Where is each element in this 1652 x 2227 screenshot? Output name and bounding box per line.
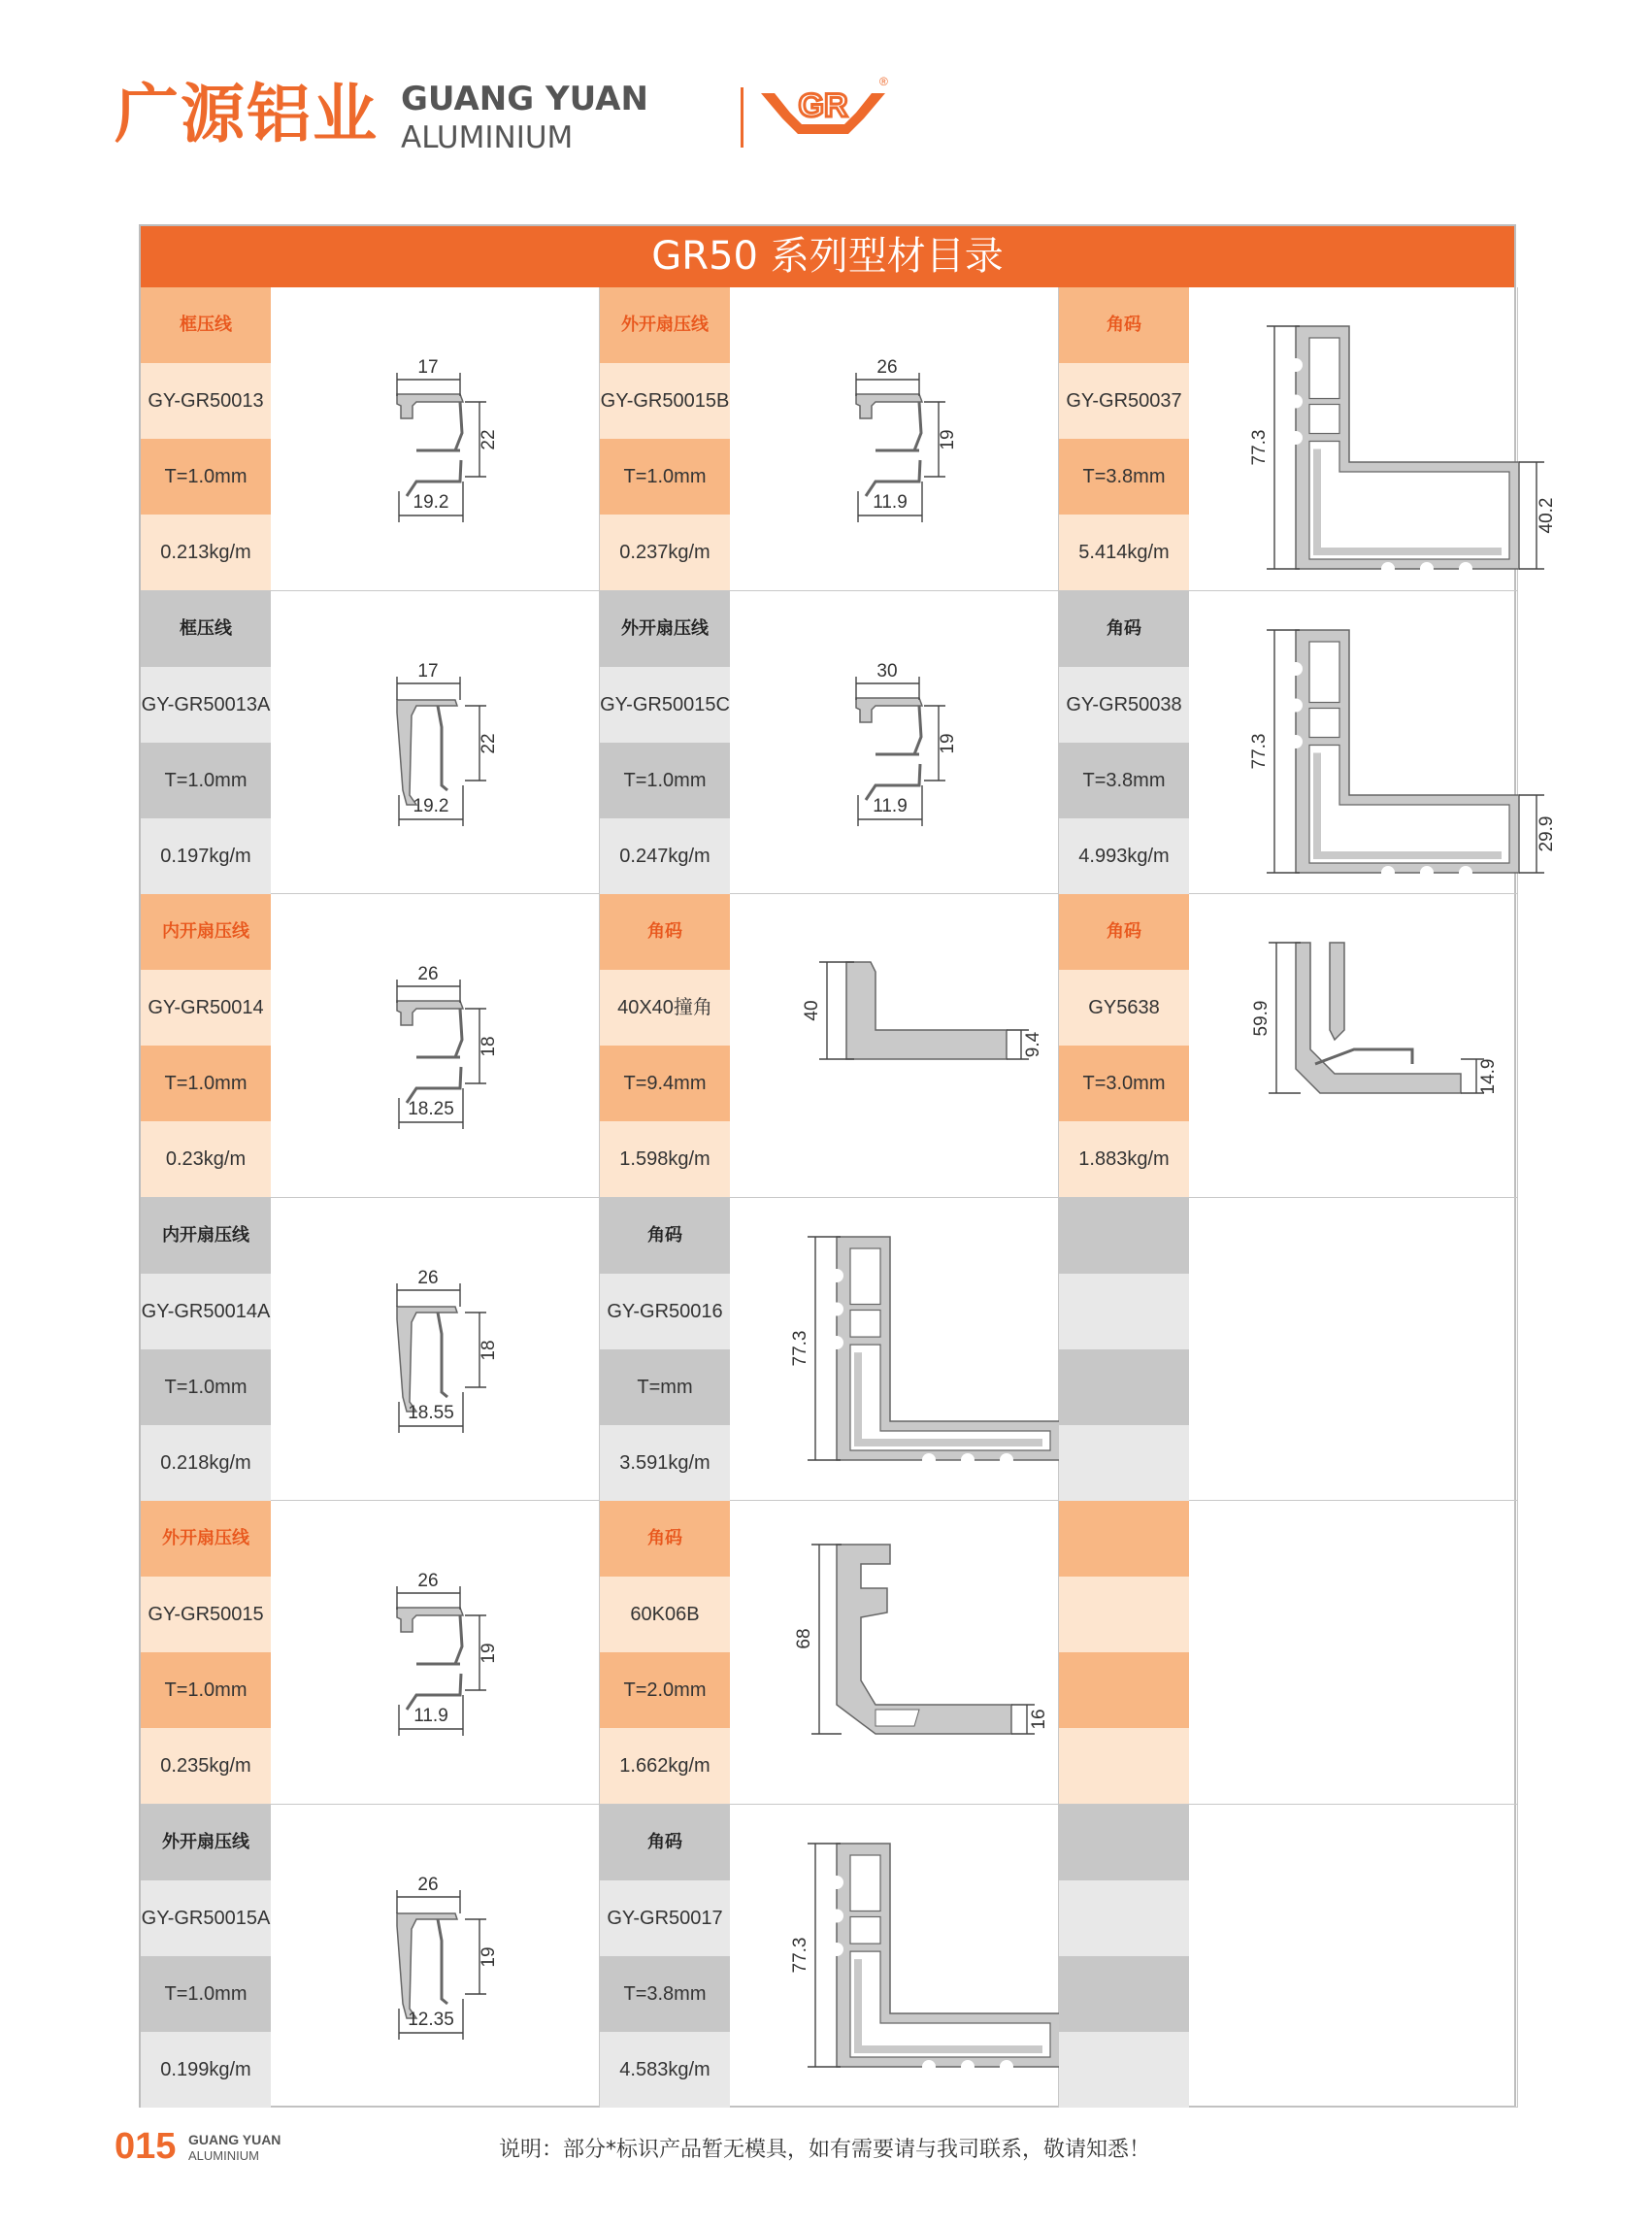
profile-weight	[1059, 1728, 1189, 1804]
dimension-label: 26	[417, 964, 439, 984]
profile-info	[600, 1805, 730, 2109]
profile-info	[600, 591, 730, 895]
profile-info	[600, 1198, 730, 1502]
catalog-grid	[141, 287, 1557, 2108]
profile-name: 内开扇压线	[141, 1198, 271, 1274]
dimension-label: 40.2	[1536, 497, 1557, 534]
dimension-label: 12.35	[408, 2009, 454, 2030]
catalog-title: GR50 系列型材目录	[141, 226, 1514, 287]
dimension-label: 19.2	[413, 795, 449, 816]
profile-code	[1059, 1577, 1189, 1652]
dimension-label: 40	[802, 1000, 822, 1021]
profile-weight: 0.237kg/m	[600, 515, 730, 590]
dimension-label: 18.25	[408, 1099, 454, 1119]
footer-brand-sub: ALUMINIUM	[188, 2148, 259, 2163]
profile-thickness: T=3.0mm	[1059, 1046, 1189, 1121]
profile-drawing	[730, 1805, 1059, 2109]
profile-code: GY-GR50015A	[141, 1880, 271, 1956]
dimension-label: 18.55	[408, 1402, 454, 1423]
profile-weight: 4.993kg/m	[1059, 818, 1189, 894]
dimension-label: 11.9	[873, 795, 908, 816]
profile-thickness: T=1.0mm	[141, 1652, 271, 1728]
dimension-label: 77.3	[790, 1937, 810, 1973]
dimension-label: 26	[417, 1267, 439, 1288]
profile-name: 外开扇压线	[141, 1805, 271, 1880]
company-logo	[755, 76, 891, 144]
catalog-cell	[141, 1805, 600, 2109]
profile-thickness: T=9.4mm	[600, 1046, 730, 1121]
dimension-label: 22	[479, 429, 499, 450]
profile-name: 角码	[1059, 287, 1189, 363]
profile-weight: 0.197kg/m	[141, 818, 271, 894]
logo-lettering: GR	[798, 87, 848, 124]
profile-code: GY-GR50016	[600, 1274, 730, 1349]
profile-code: GY-GR50015	[141, 1577, 271, 1652]
profile-name: 角码	[600, 1198, 730, 1274]
profile-name: 角码	[600, 1501, 730, 1577]
profile-thickness: T=1.0mm	[600, 439, 730, 515]
profile-code: GY-GR50015C	[600, 667, 730, 743]
profile-weight: 0.23kg/m	[141, 1121, 271, 1197]
profile-info	[600, 1501, 730, 1805]
dimension-label: 18	[479, 1036, 499, 1057]
profile-weight: 0.213kg/m	[141, 515, 271, 590]
profile-name: 框压线	[141, 287, 271, 363]
footer-brand: GUANG YUAN	[188, 2132, 281, 2147]
profile-thickness: T=3.8mm	[1059, 439, 1189, 515]
brand-name-en: GUANG YUAN	[401, 80, 648, 118]
profile-weight: 5.414kg/m	[1059, 515, 1189, 590]
profile-weight: 1.883kg/m	[1059, 1121, 1189, 1197]
profile-thickness: T=1.0mm	[141, 743, 271, 818]
profile-weight: 3.591kg/m	[600, 1425, 730, 1501]
profile-code	[1059, 1274, 1189, 1349]
profile-code: GY-GR50013	[141, 363, 271, 439]
profile-info	[141, 1198, 271, 1502]
profile-thickness: T=1.0mm	[141, 1046, 271, 1121]
profile-drawing	[271, 1198, 600, 1502]
profile-name: 内开扇压线	[141, 894, 271, 970]
dimension-label: 68	[794, 1628, 814, 1649]
profile-info	[600, 287, 730, 591]
profile-name: 角码	[600, 894, 730, 970]
profile-thickness: T=1.0mm	[141, 1956, 271, 2032]
profile-info	[1059, 1805, 1189, 2109]
profile-name	[1059, 1198, 1189, 1274]
profile-name: 框压线	[141, 591, 271, 667]
catalog-cell	[141, 287, 600, 591]
dimension-label: 19	[479, 1643, 499, 1664]
profile-info	[1059, 894, 1189, 1198]
catalog-cell	[141, 894, 600, 1198]
profile-weight	[1059, 2032, 1189, 2108]
brand-divider	[741, 87, 743, 148]
catalog-table	[139, 224, 1557, 2108]
dimension-label: 17	[417, 660, 439, 681]
catalog-cell	[600, 1501, 1059, 1805]
footer-note: 说明：部分*标识产品暂无模具，如有需要请与我司联系，敬请知悉！	[499, 2138, 1151, 2162]
profile-weight: 1.662kg/m	[600, 1728, 730, 1804]
dimension-label: 11.9	[873, 492, 908, 513]
profile-thickness: T=1.0mm	[141, 439, 271, 515]
profile-thickness	[1059, 1349, 1189, 1425]
profile-code: 40X40撞角	[600, 970, 730, 1046]
profile-name	[1059, 1501, 1189, 1577]
profile-info	[141, 894, 271, 1198]
dimension-label: 30	[876, 660, 898, 681]
profile-name	[1059, 1805, 1189, 1880]
profile-info	[141, 1501, 271, 1805]
profile-weight: 4.583kg/m	[600, 2032, 730, 2108]
profile-drawing	[271, 894, 600, 1198]
profile-drawing	[1189, 591, 1557, 895]
profile-drawing	[730, 1501, 1059, 1805]
profile-thickness: T=1.0mm	[600, 743, 730, 818]
dimension-label: 9.4	[1023, 1031, 1043, 1058]
profile-info	[1059, 1198, 1189, 1502]
catalog-cell	[600, 894, 1059, 1198]
dimension-label: 26	[876, 357, 898, 378]
dimension-label: 11.9	[413, 1706, 448, 1726]
dimension-label: 14.9	[1478, 1058, 1499, 1095]
profile-drawing	[730, 287, 1059, 591]
dimension-label: 19	[938, 732, 958, 754]
dimension-label: 22	[479, 732, 499, 754]
brand-name-en-sub: ALUMINIUM	[401, 120, 574, 155]
profile-drawing	[271, 1805, 600, 2109]
profile-name: 外开扇压线	[600, 287, 730, 363]
profile-drawing	[271, 287, 600, 591]
profile-thickness	[1059, 1652, 1189, 1728]
profile-info	[1059, 591, 1189, 895]
profile-thickness: T=3.8mm	[1059, 743, 1189, 818]
profile-weight: 1.598kg/m	[600, 1121, 730, 1197]
brand-name-cn: 广源铝业	[115, 77, 379, 151]
profile-drawing	[1189, 287, 1557, 591]
catalog-cell	[1059, 1805, 1518, 2109]
profile-code: GY-GR50037	[1059, 363, 1189, 439]
profile-info	[1059, 1501, 1189, 1805]
dimension-label: 77.3	[1249, 733, 1270, 769]
profile-code: GY-GR50014A	[141, 1274, 271, 1349]
catalog-cell	[1059, 894, 1518, 1198]
profile-code: GY-GR50014	[141, 970, 271, 1046]
profile-code: GY-GR50015B	[600, 363, 730, 439]
catalog-cell	[141, 1501, 600, 1805]
profile-weight	[1059, 1425, 1189, 1501]
registered-mark: ®	[879, 76, 888, 88]
profile-drawing	[271, 1501, 600, 1805]
profile-drawing	[730, 1198, 1059, 1502]
dimension-label: 18	[479, 1339, 499, 1361]
profile-thickness	[1059, 1956, 1189, 2032]
profile-info	[600, 894, 730, 1198]
dimension-label: 19	[479, 1945, 499, 1968]
profile-code: 60K06B	[600, 1577, 730, 1652]
profile-name: 外开扇压线	[600, 591, 730, 667]
dimension-label: 16	[1029, 1709, 1049, 1730]
dimension-label: 59.9	[1251, 1000, 1272, 1037]
profile-code: GY5638	[1059, 970, 1189, 1046]
catalog-cell	[1059, 1501, 1518, 1805]
profile-drawing	[730, 894, 1059, 1198]
catalog-cell	[1059, 287, 1557, 591]
profile-code: GY-GR50013A	[141, 667, 271, 743]
profile-info	[141, 287, 271, 591]
profile-code: GY-GR50017	[600, 1880, 730, 1956]
dimension-label: 19	[938, 429, 958, 450]
page-number: 015	[115, 2126, 177, 2167]
dimension-label: 19.2	[413, 492, 449, 513]
profile-code	[1059, 1880, 1189, 1956]
catalog-cell	[1059, 591, 1557, 895]
dimension-label: 17	[417, 357, 439, 378]
profile-weight: 0.235kg/m	[141, 1728, 271, 1804]
profile-drawing	[1189, 894, 1518, 1198]
dimension-label: 26	[417, 1571, 439, 1591]
profile-name: 角码	[600, 1805, 730, 1880]
catalog-cell	[600, 1198, 1059, 1502]
profile-weight: 0.247kg/m	[600, 818, 730, 894]
profile-weight: 0.199kg/m	[141, 2032, 271, 2108]
profile-info	[141, 591, 271, 895]
dimension-label: 26	[417, 1874, 439, 1895]
profile-name: 角码	[1059, 894, 1189, 970]
catalog-cell	[600, 287, 1059, 591]
profile-info	[141, 1805, 271, 2109]
profile-info	[1059, 287, 1189, 591]
catalog-cell	[141, 1198, 600, 1502]
dimension-label: 77.3	[790, 1330, 810, 1366]
profile-thickness: T=2.0mm	[600, 1652, 730, 1728]
profile-thickness: T=3.8mm	[600, 1956, 730, 2032]
profile-drawing	[271, 591, 600, 895]
dimension-label: 77.3	[1249, 429, 1270, 466]
catalog-cell	[141, 591, 600, 895]
profile-name: 角码	[1059, 591, 1189, 667]
profile-weight: 0.218kg/m	[141, 1425, 271, 1501]
catalog-cell	[600, 591, 1059, 895]
profile-drawing	[730, 591, 1059, 895]
profile-thickness: T=mm	[600, 1349, 730, 1425]
catalog-cell	[600, 1805, 1059, 2109]
profile-name: 外开扇压线	[141, 1501, 271, 1577]
profile-code: GY-GR50038	[1059, 667, 1189, 743]
catalog-cell	[1059, 1198, 1518, 1502]
profile-thickness: T=1.0mm	[141, 1349, 271, 1425]
dimension-label: 29.9	[1536, 815, 1557, 851]
page-header	[115, 76, 888, 163]
